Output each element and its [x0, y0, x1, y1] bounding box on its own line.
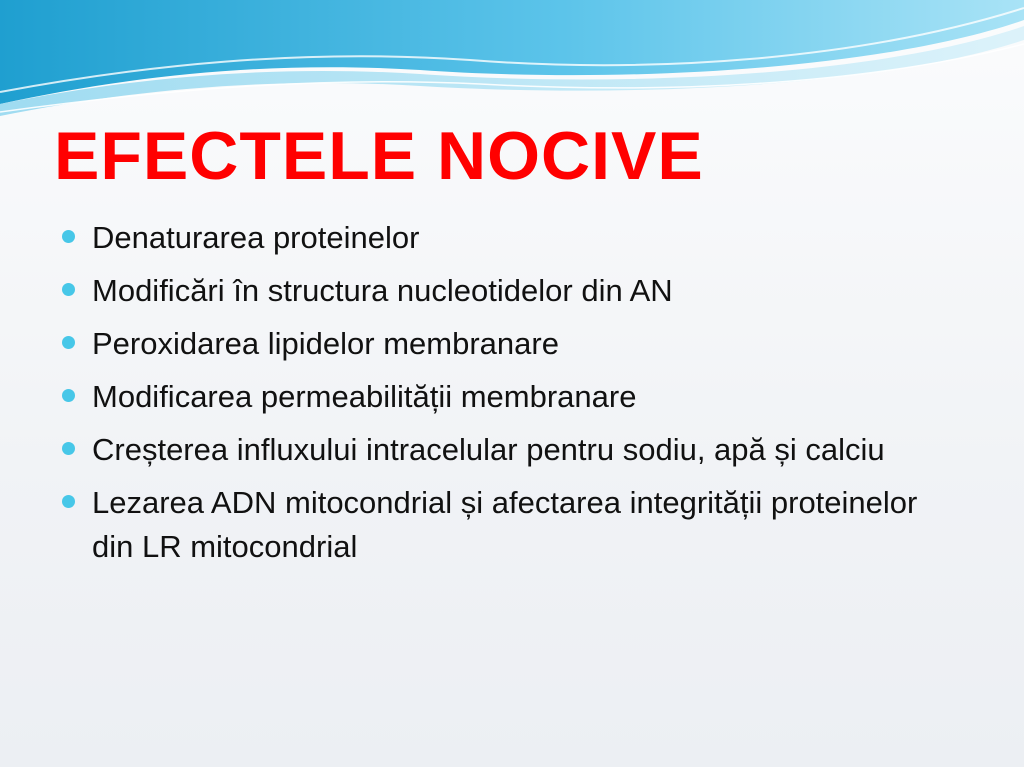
bullet-text: Modificarea permeabilității membranare	[92, 379, 637, 414]
circle-bullet-icon	[62, 481, 92, 508]
bullet-text: Peroxidarea lipidelor membranare	[92, 326, 559, 361]
circle-bullet-icon	[62, 428, 92, 455]
bullet-list	[54, 216, 964, 569]
list-item	[62, 216, 964, 260]
bullet-text: Modificări în structura nucleotidelor din AN	[92, 273, 673, 308]
bullet-text: Lezarea ADN mitocondrial și afectarea integrității proteinelor din LR mitocondrial	[92, 485, 918, 564]
slide-title: EFECTELE NOCIVE	[54, 118, 704, 194]
header-wave-decoration	[0, 0, 1024, 118]
list-item	[62, 428, 964, 472]
list-item	[62, 322, 964, 366]
circle-bullet-icon	[62, 216, 92, 243]
slide-content	[0, 118, 1024, 767]
list-item	[62, 269, 964, 313]
bullet-text: Denaturarea proteinelor	[92, 220, 420, 255]
list-item	[62, 481, 964, 569]
bullet-text: Creșterea influxului intracelular pentru sodiu, apă și calciu	[92, 432, 885, 467]
list-item	[62, 375, 964, 419]
circle-bullet-icon	[62, 375, 92, 402]
circle-bullet-icon	[62, 322, 92, 349]
circle-bullet-icon	[62, 269, 92, 296]
